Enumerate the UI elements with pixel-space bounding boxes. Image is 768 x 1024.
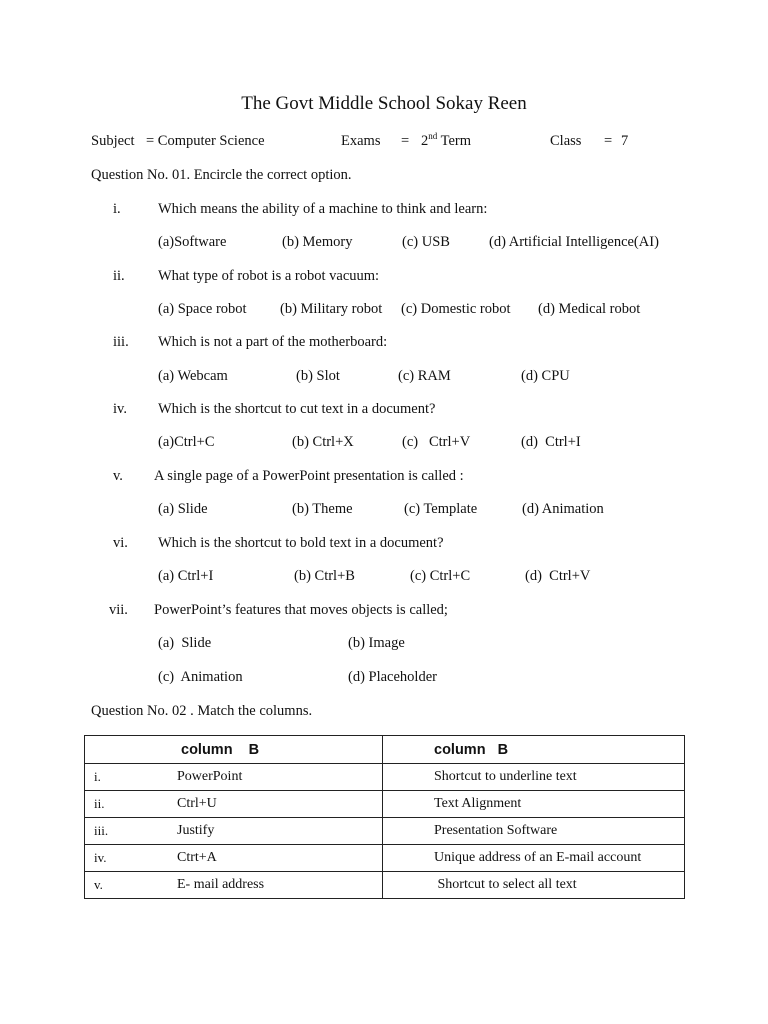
option-b: (b) Ctrl+X — [292, 434, 354, 450]
option-a: (a) Slide — [158, 635, 212, 651]
table-row — [85, 845, 685, 872]
option-c: (c) Template — [404, 501, 478, 517]
right-term: Text Alignment — [383, 791, 685, 818]
option-c: (c) USB — [402, 234, 450, 250]
exams-label: Exams — [341, 133, 381, 149]
right-term: Unique address of an E-mail account — [383, 845, 685, 872]
row-number: iv. — [94, 850, 107, 865]
left-cell — [85, 845, 383, 872]
column-b-header: column B — [383, 736, 685, 764]
left-term: E- mail address — [177, 877, 265, 892]
option-a: (a) Ctrl+I — [158, 568, 214, 584]
row-number: i. — [94, 769, 101, 784]
option-b: (b) Image — [348, 635, 405, 651]
option-d: (d) Placeholder — [348, 669, 437, 685]
table-row — [85, 764, 685, 791]
right-term: Shortcut to select all text — [383, 872, 685, 899]
option-b: (b) Slot — [296, 368, 340, 384]
question-text: Which is the shortcut to bold text in a document? — [158, 535, 444, 551]
option-a: (a) Webcam — [158, 368, 228, 384]
class-label: Class — [550, 133, 582, 149]
match-columns-table — [84, 735, 685, 899]
question-number: v. — [113, 468, 123, 484]
row-number: iii. — [94, 823, 109, 838]
exams-equals: = — [401, 133, 410, 149]
option-d: (d) Ctrl+I — [521, 434, 581, 450]
option-c: (c) RAM — [398, 368, 451, 384]
question-2-heading: Question No. 02 . Match the columns. — [91, 703, 313, 719]
left-cell — [85, 872, 383, 899]
option-b: (b) Theme — [292, 501, 353, 517]
option-b: (b) Ctrl+B — [294, 568, 355, 584]
option-d: (d) CPU — [521, 368, 570, 384]
option-c: (c) Ctrl+V — [402, 434, 471, 450]
question-text: What type of robot is a robot vacuum: — [158, 268, 380, 284]
exams-value-number: 2 — [421, 133, 429, 149]
option-a: (a)Ctrl+C — [158, 434, 215, 450]
class-equals: = — [604, 133, 613, 149]
question-number: iii. — [113, 334, 129, 350]
option-d: (d) Medical robot — [538, 301, 641, 317]
left-cell — [85, 764, 383, 791]
left-term: Ctrl+U — [177, 796, 217, 811]
option-d: (d) Ctrl+V — [525, 568, 591, 584]
table-row — [85, 872, 685, 899]
page-title: The Govt Middle School Sokay Reen — [241, 93, 527, 114]
question-number: iv. — [113, 401, 127, 417]
subject-label: Subject — [91, 133, 135, 149]
left-term: Justify — [177, 823, 215, 838]
table-row — [85, 791, 685, 818]
class-value: 7 — [621, 133, 629, 149]
table-row — [85, 818, 685, 845]
option-a: (a)Software — [158, 234, 227, 250]
left-cell — [85, 791, 383, 818]
question-number: vi. — [113, 535, 128, 551]
question-number: vii. — [109, 602, 128, 618]
column-a-header: column B — [85, 736, 383, 764]
question-number: i. — [113, 201, 121, 217]
row-number: v. — [94, 877, 103, 892]
left-term: PowerPoint — [177, 769, 243, 784]
exams-value — [421, 133, 471, 150]
question-text: PowerPoint’s features that moves objects is called; — [154, 602, 448, 618]
exams-value-term: Term — [440, 133, 472, 149]
question-text: Which is not a part of the motherboard: — [158, 334, 388, 350]
option-a: (a) Slide — [158, 501, 208, 517]
right-term: Shortcut to underline text — [383, 764, 685, 791]
option-a: (a) Space robot — [158, 301, 247, 317]
question-text: Which means the ability of a machine to think and learn: — [158, 201, 488, 217]
option-c: (c) Domestic robot — [401, 301, 511, 317]
table-header-row — [85, 736, 685, 764]
subject-value: = Computer Science — [146, 133, 265, 149]
right-term: Presentation Software — [383, 818, 685, 845]
option-c: (c) Animation — [158, 669, 243, 685]
left-cell — [85, 818, 383, 845]
option-d: (d) Artificial Intelligence(AI) — [489, 234, 659, 250]
question-text: Which is the shortcut to cut text in a document? — [158, 401, 436, 417]
question-1-heading: Question No. 01. Encircle the correct option. — [91, 167, 352, 183]
question-text: A single page of a PowerPoint presentation is called : — [154, 468, 464, 484]
row-number: ii. — [94, 796, 105, 811]
question-number: ii. — [113, 268, 125, 284]
exams-value-ordinal: nd — [428, 131, 438, 142]
left-term: Ctrt+A — [177, 850, 217, 865]
option-b: (b) Memory — [282, 234, 353, 250]
option-b: (b) Military robot — [280, 301, 383, 317]
option-c: (c) Ctrl+C — [410, 568, 471, 584]
option-d: (d) Animation — [522, 501, 604, 517]
